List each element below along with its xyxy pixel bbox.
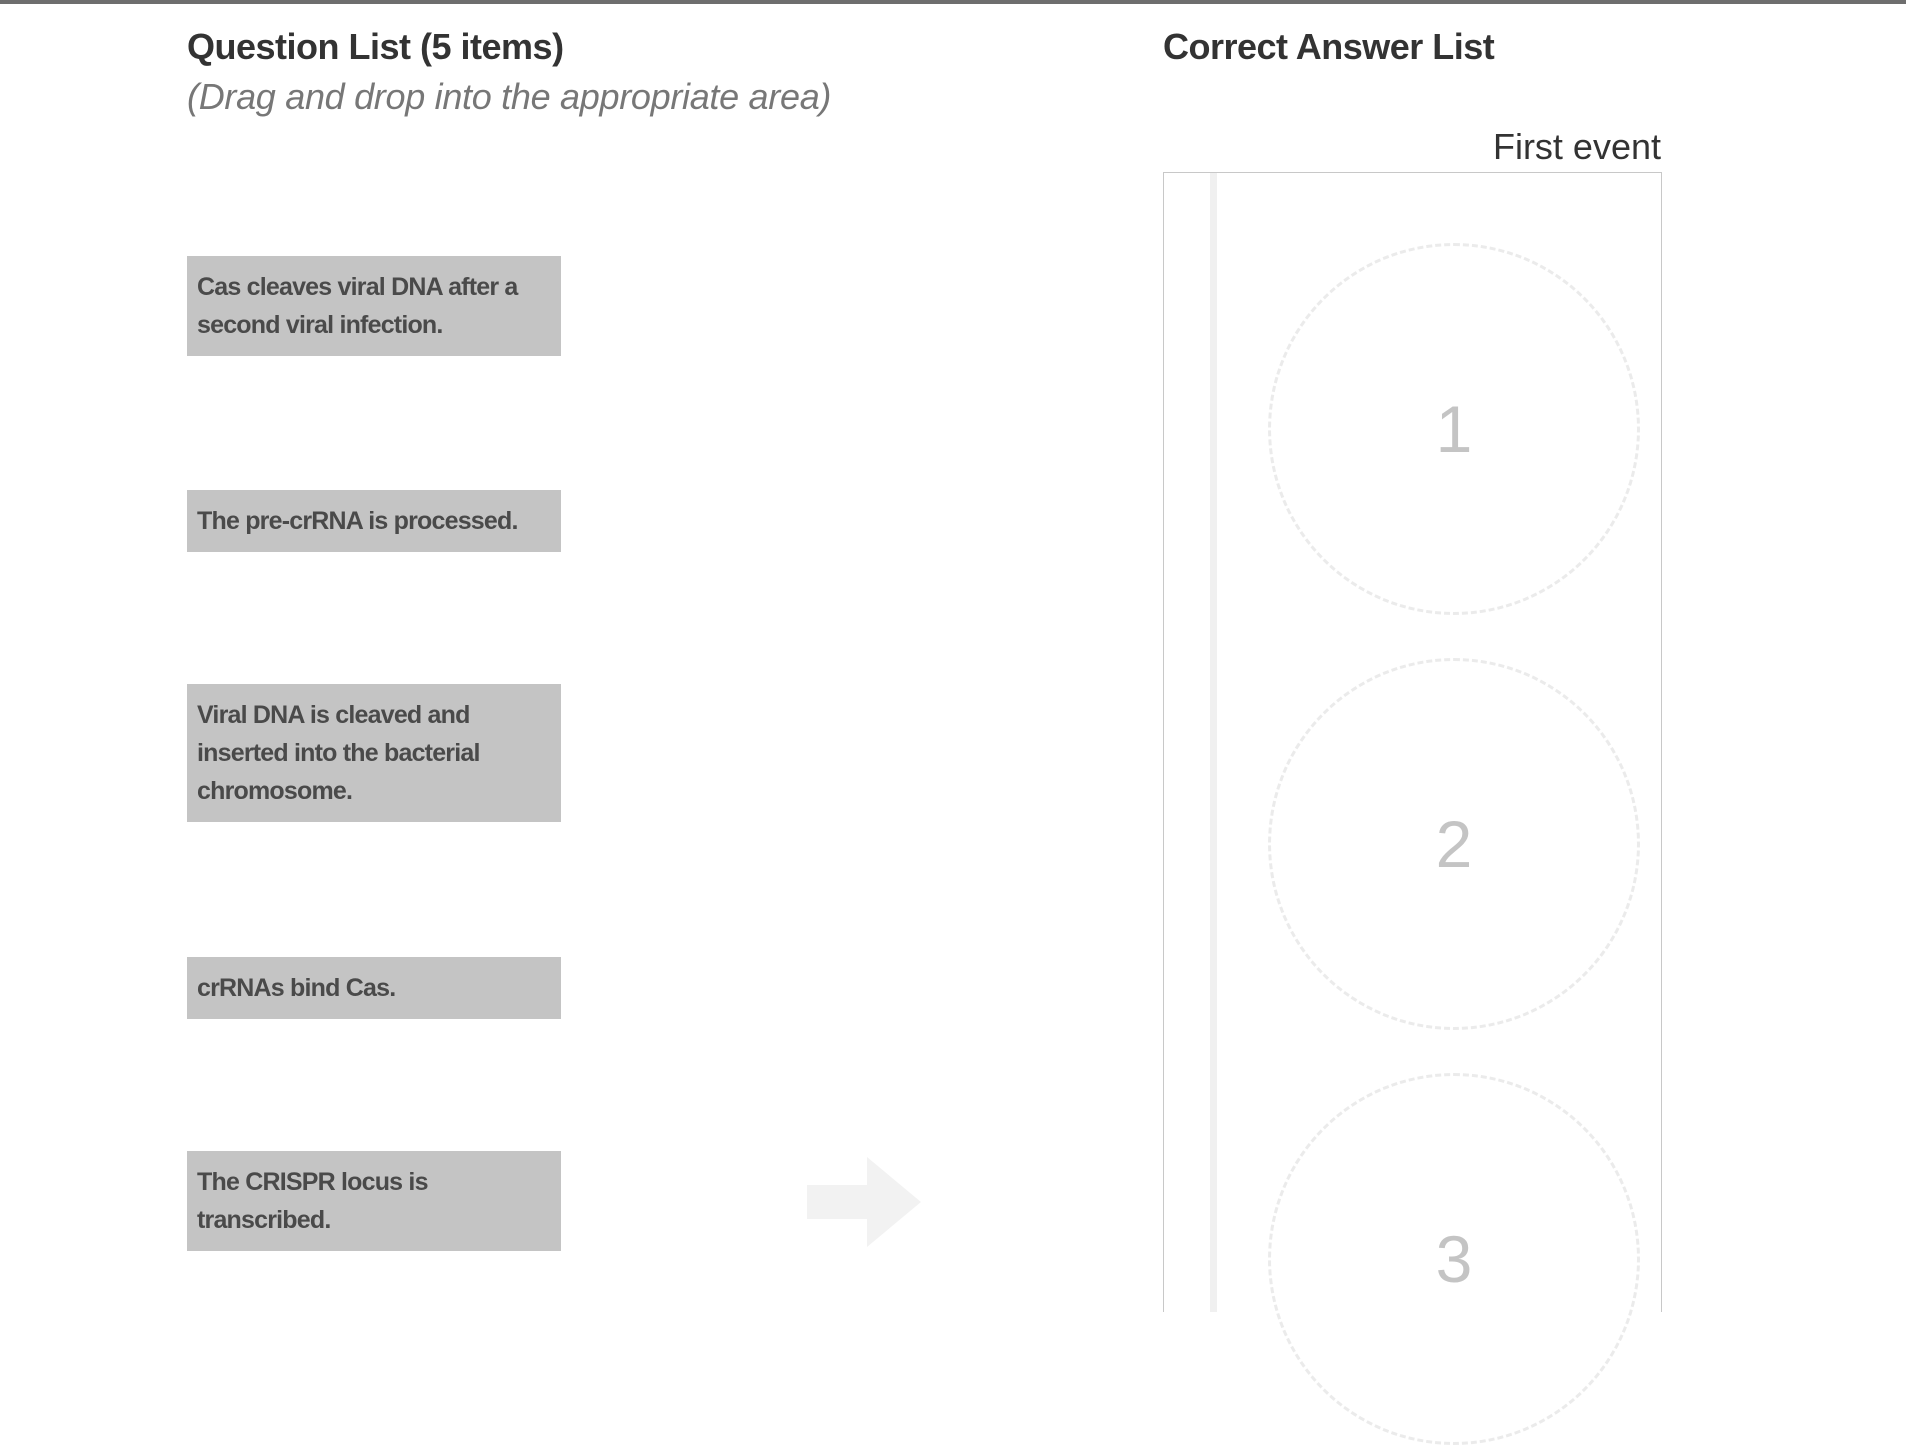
drop-slot-3[interactable] [1268, 1073, 1640, 1445]
drop-slot-2[interactable] [1268, 658, 1640, 1030]
slot-number: 2 [1435, 807, 1473, 881]
question-item-crispr-transcribed[interactable]: The CRISPR locus is transcribed. [187, 1151, 561, 1251]
answer-drop-panel[interactable] [1163, 172, 1662, 1312]
order-rail [1210, 173, 1217, 1312]
answer-list-title: Correct Answer List [1163, 26, 1495, 67]
top-divider [0, 0, 1906, 4]
question-list-title: Question List (5 items) [187, 26, 564, 67]
right-arrow-icon [805, 1155, 923, 1249]
question-item-crrnas-bind[interactable]: crRNAs bind Cas. [187, 957, 561, 1019]
slot-number: 1 [1435, 392, 1473, 466]
question-item-viral-dna[interactable]: Viral DNA is cleaved and inserted into the bacterial chromosome. [187, 684, 561, 822]
question-list-instructions: (Drag and drop into the appropriate area) [187, 76, 832, 117]
slot-number: 3 [1435, 1222, 1473, 1296]
drop-slot-1[interactable] [1268, 243, 1640, 615]
question-item-cas-cleaves[interactable]: Cas cleaves viral DNA after a second viral infection. [187, 256, 561, 356]
question-item-pre-crrna[interactable]: The pre-crRNA is processed. [187, 490, 561, 552]
first-event-label: First event [1492, 126, 1661, 167]
